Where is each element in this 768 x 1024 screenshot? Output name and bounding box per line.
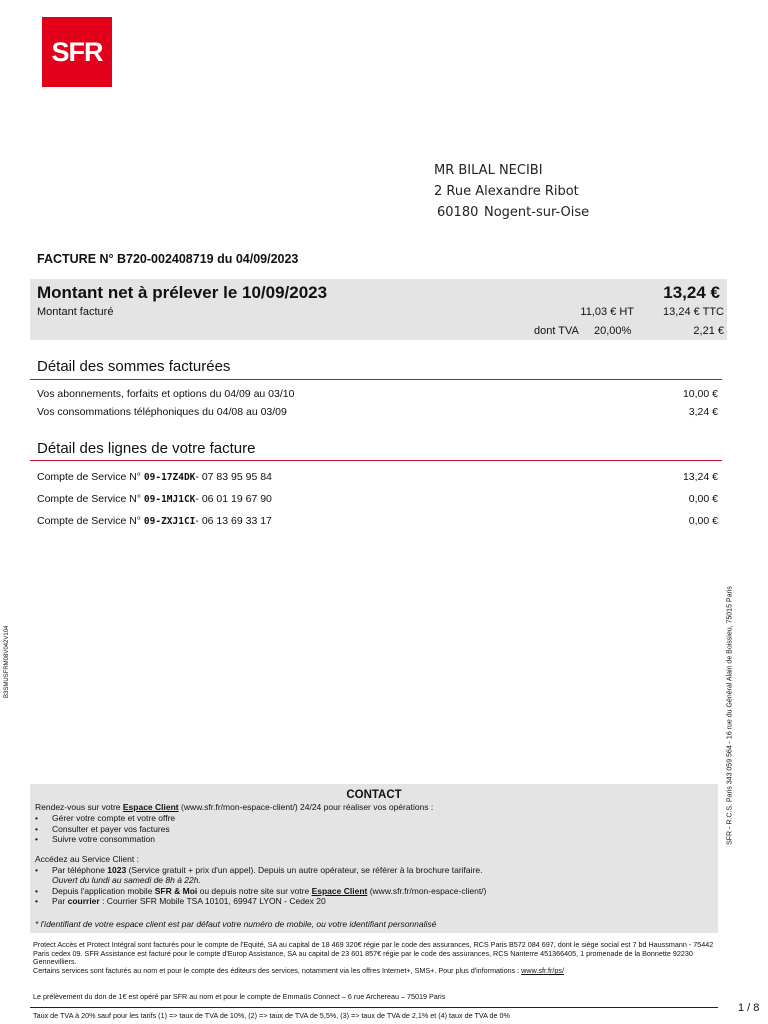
- phone-pre: Par téléphone: [52, 865, 108, 875]
- side-code-left: B3SMUSFRM08V042V104: [4, 625, 10, 698]
- line-prefix: Compte de Service N°: [37, 493, 141, 505]
- line-phone: - 06 13 69 33 17: [195, 515, 272, 527]
- line-prefix: Compte de Service N°: [37, 471, 141, 483]
- vat-value: 2,21 €: [693, 325, 724, 337]
- bullet-dot: •: [35, 824, 38, 834]
- line-value: 0,00 €: [688, 493, 718, 505]
- legal-text-2: [33, 967, 721, 976]
- sfr-logo: [42, 17, 112, 87]
- recipient-city: Nogent-sur-Oise: [484, 205, 590, 220]
- billed-ttc: 13,24 € TTC: [663, 306, 724, 318]
- tva-note: Taux de TVA à 20% sauf pour les tarifs (1) => taux de TVA de 10%, (2) => taux de TVA de 5,5%, (3) => taux de TVA de 2,1% et (4) taux de TVA de 0%: [33, 1011, 510, 1020]
- bullet-dot: •: [35, 865, 38, 875]
- contact-note: * l'identifiant de votre espace client est par défaut votre numéro de mobile, ou votre identifiant personnalisé: [35, 919, 437, 929]
- billed-ht: 11,03 € HT: [580, 306, 634, 318]
- legal-text: Protect Accès et Protect Intégral sont facturés pour le compte de l'Equité, SA au capital de 18 469 320€ régie par le code des assurances, RCS Paris B572 084 697, dont le siège social est 7 bd Haussmann - 75442 Paris cedex 09. SFR Assistance est facturé pour le compte d'Europ Assistance, SA au capital de 23 601 857€ régie par le code des assurances, RCS Nanterre 451366405, 1 promenade de la Bonnette 92230 Gennevilliers.: [33, 940, 714, 966]
- line-phone: - 07 83 95 95 84: [195, 471, 272, 483]
- espace-client-link[interactable]: Espace Client: [311, 886, 368, 896]
- mail-pre: Par: [52, 896, 68, 906]
- phone-hours: Ouvert du lundi au samedi de 8h à 22h.: [52, 875, 201, 885]
- line-row: [37, 515, 272, 527]
- service-label: Accédez au Service Client :: [35, 854, 139, 864]
- summary-row-value: 10,00 €: [682, 388, 718, 400]
- side-legal-right: SFR - R.C.S. Paris 343 059 564 - 16 rue du Général Alain de Boissieu, 75015 Paris: [726, 586, 734, 845]
- bullet-dot: •: [35, 834, 38, 844]
- contact-bullet: Gérer votre compte et votre offre: [52, 813, 176, 823]
- logo-text: SFR: [51, 36, 103, 67]
- recipient-postcode: 60180: [437, 205, 479, 220]
- contact-intro-pre: Rendez-vous sur votre: [35, 802, 123, 812]
- summary-divider: [30, 379, 722, 380]
- contact-intro: [35, 802, 433, 812]
- summary-row-label: Vos abonnements, forfaits et options du 04/09 au 03/10: [37, 388, 295, 400]
- billed-label: Montant facturé: [37, 306, 114, 318]
- app-mid: ou depuis notre site sur votre: [197, 886, 312, 896]
- app-name: SFR & Moi: [154, 886, 198, 896]
- amount-headline-value: 13,24 €: [663, 283, 720, 302]
- contact-bullet: Suivre votre consommation: [52, 834, 155, 844]
- phone-number: 1023: [107, 865, 127, 875]
- lines-divider: [30, 460, 722, 461]
- line-prefix: Compte de Service N°: [37, 515, 141, 527]
- mail-post: : Courrier SFR Mobile TSA 10101, 69947 LYON - Cedex 20: [99, 896, 326, 906]
- line-value: 13,24 €: [682, 471, 718, 483]
- vat-label: dont TVA: [534, 325, 579, 337]
- contact-app: [52, 886, 486, 896]
- contact-intro-post: (www.sfr.fr/mon-espace-client/) 24/24 pour réaliser vos opérations :: [178, 802, 434, 812]
- contact-mail: [52, 896, 326, 906]
- line-account: 09-ZXJ1CI: [143, 516, 196, 527]
- bullet-dot: •: [35, 896, 38, 906]
- vat-rate: 20,00%: [594, 325, 632, 337]
- amount-headline: Montant net à prélever le 10/09/2023: [37, 283, 328, 302]
- line-phone: - 06 01 19 67 90: [195, 493, 272, 505]
- footer-divider: [30, 1007, 718, 1008]
- bullet-dot: •: [35, 813, 38, 823]
- line-row: [37, 493, 272, 505]
- espace-client-link[interactable]: Espace Client: [122, 802, 179, 812]
- contact-phone: [52, 865, 482, 875]
- bullet-dot: •: [35, 886, 38, 896]
- mail-bold: courrier: [67, 896, 100, 906]
- summary-row-value: 3,24 €: [688, 406, 718, 418]
- don-text: Le prélèvement du don de 1€ est opéré par SFR au nom et pour le compte de Emmaüs Connect – 6 rue Archereau – 75019 Paris: [33, 992, 446, 1001]
- page-number: 1 / 8: [738, 1002, 760, 1014]
- contact-bullet: Consulter et payer vos factures: [52, 824, 170, 834]
- app-pre: Depuis l'application mobile: [52, 886, 155, 896]
- line-row: [37, 471, 272, 483]
- invoice-title: FACTURE N° B720-002408719 du 04/09/2023: [37, 252, 299, 266]
- summary-title: Détail des sommes facturées: [37, 358, 231, 375]
- line-account: 09-1MJ1CK: [143, 494, 196, 505]
- line-value: 0,00 €: [688, 515, 718, 527]
- phone-post: (Service gratuit + prix d'un appel). Depuis un autre opérateur, se référer à la brochure tarifaire.: [126, 865, 483, 875]
- app-post: (www.sfr.fr/mon-espace-client/): [367, 886, 487, 896]
- line-account: 09-17Z4DK: [143, 472, 196, 483]
- legal-link[interactable]: www.sfr.fr/ps/: [521, 966, 564, 975]
- recipient-street: 2 Rue Alexandre Ribot: [434, 184, 579, 199]
- contact-title: CONTACT: [346, 789, 402, 801]
- recipient-name: MR BILAL NECIBI: [434, 163, 543, 178]
- legal-text-2-pre: Certains services sont facturés au nom et pour le compte des éditeurs des services, notamment via les offres Internet+, SMS+. Pour plus d'informations :: [33, 966, 522, 975]
- contact-box: [30, 784, 718, 933]
- summary-row-label: Vos consommations téléphoniques du 04/08 au 03/09: [37, 406, 287, 418]
- lines-title: Détail des lignes de votre facture: [37, 440, 256, 457]
